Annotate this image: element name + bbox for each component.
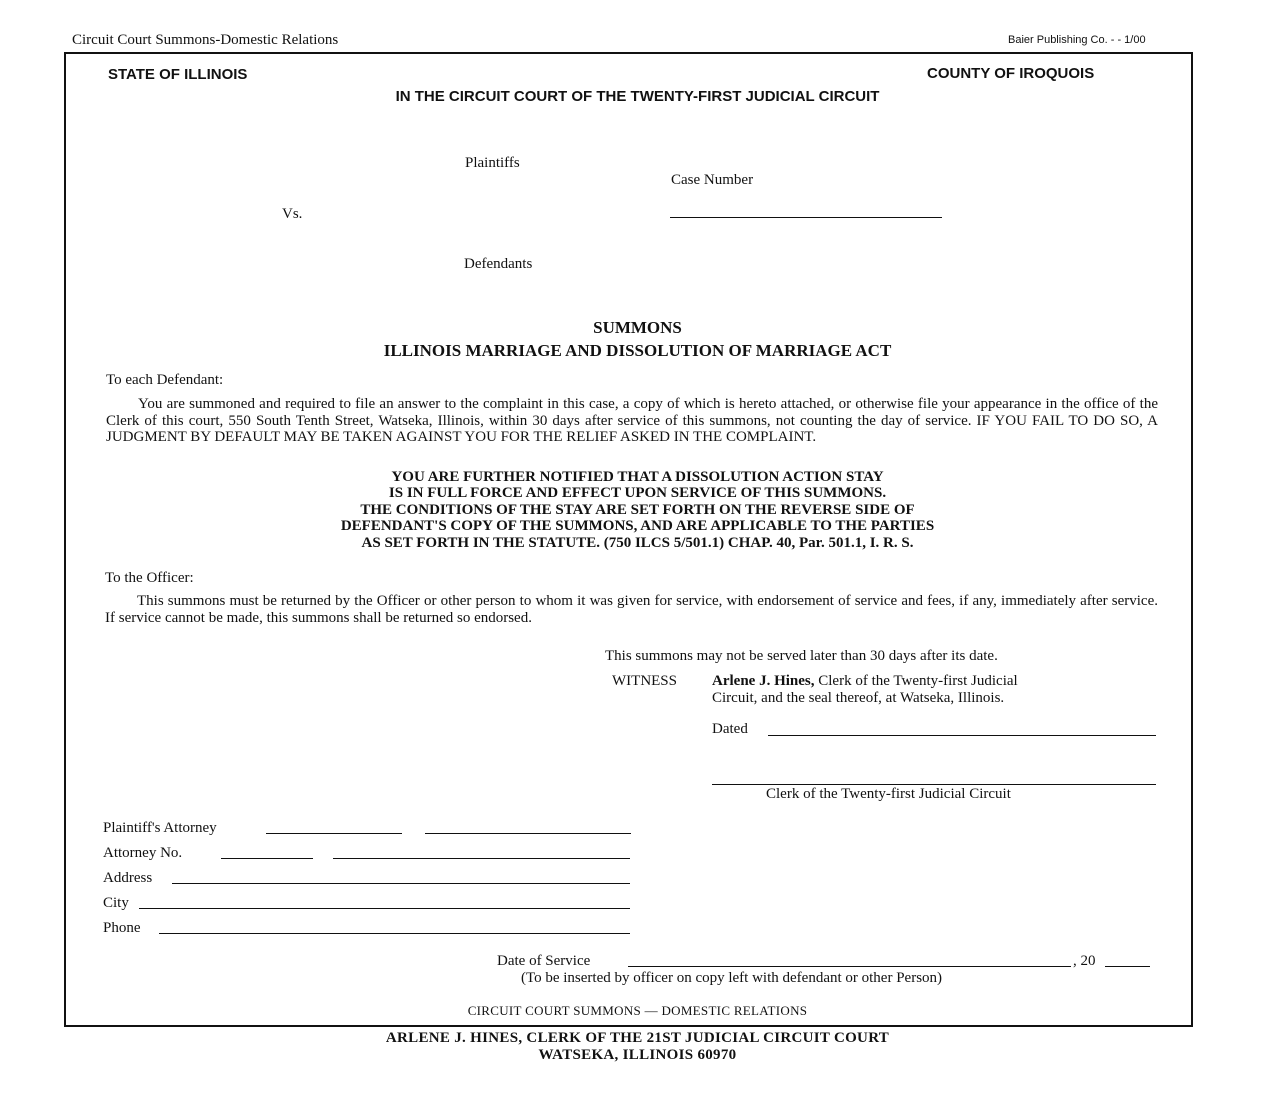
witness-line-1: Clerk of the Twenty-first Judicial	[814, 673, 1018, 689]
date-of-service-field[interactable]	[628, 966, 1071, 967]
plaintiffs-attorney-field-2[interactable]	[425, 833, 631, 834]
defendant-salutation: To each Defendant:	[106, 372, 224, 388]
address-label: Address	[103, 870, 153, 886]
attorney-number-field[interactable]	[221, 858, 313, 859]
service-deadline: This summons may not be served later than 30 days after its date.	[605, 648, 998, 664]
state-label: STATE OF ILLINOIS	[108, 66, 248, 83]
summons-title: SUMMONS	[593, 318, 682, 337]
court-heading: IN THE CIRCUIT COURT OF THE TWENTY-FIRST JUDICIAL CIRCUIT	[395, 88, 880, 105]
city-field[interactable]	[139, 908, 630, 909]
case-number-label: Case Number	[671, 172, 754, 188]
act-title: ILLINOIS MARRIAGE AND DISSOLUTION OF MARRIAGE ACT	[383, 341, 892, 360]
form-title: Circuit Court Summons-Domestic Relations	[72, 32, 339, 48]
year-field[interactable]	[1105, 966, 1150, 967]
witness-label: WITNESS	[612, 673, 677, 689]
attorney-number-label: Attorney No.	[103, 845, 183, 861]
witness-line-2: Circuit, and the seal thereof, at Watseka, Illinois.	[712, 689, 1005, 706]
versus-label: Vs.	[282, 206, 303, 222]
plaintiffs-attorney-field[interactable]	[266, 833, 402, 834]
form-footer-caption: CIRCUIT COURT SUMMONS — DOMESTIC RELATIONS	[467, 1003, 808, 1018]
clerk-signature-caption: Clerk of the Twenty-first Judicial Circuit	[766, 786, 1011, 802]
address-field[interactable]	[172, 883, 630, 884]
dated-field[interactable]	[768, 735, 1156, 736]
plaintiffs-label: Plaintiffs	[465, 155, 520, 171]
year-prefix: , 20	[1073, 953, 1096, 969]
witness-statement	[712, 673, 1018, 706]
clerk-signature-field[interactable]	[712, 784, 1156, 785]
defendants-label: Defendants	[464, 256, 533, 272]
phone-label: Phone	[103, 920, 141, 936]
attorney-number-field-2[interactable]	[333, 858, 630, 859]
date-of-service-label: Date of Service	[497, 953, 591, 969]
stay-notice-line: THE CONDITIONS OF THE STAY ARE SET FORTH ON THE REVERSE SIDE OF	[360, 501, 915, 518]
clerk-address-line: WATSEKA, ILLINOIS 60970	[538, 1047, 737, 1063]
stay-notice	[0, 469, 1275, 551]
stay-notice-line: YOU ARE FURTHER NOTIFIED THAT A DISSOLUTION ACTION STAY	[391, 469, 884, 485]
county-label: COUNTY OF IROQUOIS	[927, 65, 1095, 82]
officer-instructions: This summons must be returned by the Officer or other person to whom it was given for service, with endorsement of service and fees, if any, immediately after service. If service cannot be made, this summons shall be returned so endorsed.	[105, 593, 1158, 626]
clerk-footer-line: ARLENE J. HINES, CLERK OF THE 21ST JUDICIAL CIRCUIT COURT	[385, 1030, 890, 1046]
publisher-credit: Baier Publishing Co. - - 1/00	[1008, 34, 1146, 46]
date-of-service-note: (To be inserted by officer on copy left with defendant or other Person)	[521, 970, 943, 986]
dated-label: Dated	[712, 721, 748, 737]
city-label: City	[103, 895, 129, 911]
phone-field[interactable]	[159, 933, 630, 934]
stay-notice-line: AS SET FORTH IN THE STATUTE. (750 ILCS 5/501.1) CHAP. 40, Par. 501.1, I. R. S.	[361, 534, 914, 551]
stay-notice-line: IS IN FULL FORCE AND EFFECT UPON SERVICE OF THIS SUMMONS.	[388, 485, 887, 502]
clerk-name: Arlene J. Hines,	[712, 673, 815, 689]
case-number-field[interactable]	[670, 217, 942, 218]
plaintiffs-attorney-label: Plaintiff's Attorney	[103, 820, 217, 836]
officer-salutation: To the Officer:	[105, 570, 194, 586]
stay-notice-line: DEFENDANT'S COPY OF THE SUMMONS, AND ARE APPLICABLE TO THE PARTIES	[340, 518, 935, 535]
defendant-instructions: You are summoned and required to file an answer to the complaint in this case, a copy of which is hereto attached, or otherwise file your appearance in the office of the Clerk of this court, 550 South Tenth Street, Watseka, Illinois, within 30 days after service of this summons, not counting the day of service. IF YOU FAIL TO DO SO, A JUDGMENT BY DEFAULT MAY BE TAKEN AGAINST YOU FOR THE RELIEF ASKED IN THE COMPLAINT.	[106, 396, 1158, 445]
